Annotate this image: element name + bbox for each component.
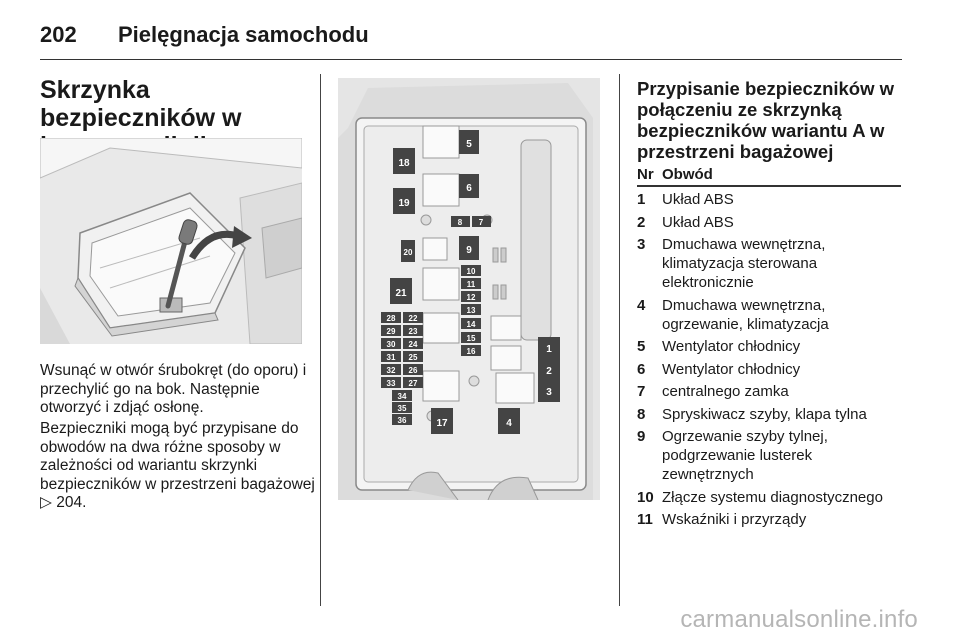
fuse-table-header-rule — [637, 185, 901, 187]
info-paragraph — [40, 420, 315, 513]
fuse-number: 7 — [637, 383, 646, 400]
svg-text:19: 19 — [398, 198, 410, 209]
fuse-circuit: centralnego zamka — [662, 383, 789, 400]
fuse-5 — [459, 130, 479, 154]
fuse-circuit: Dmuchawa wewnętrzna, ogrzewanie, klimatyzacja — [662, 296, 829, 333]
section-heading-engine-fusebox: Skrzynka bezpieczników w — [40, 76, 242, 132]
table-row — [637, 427, 905, 484]
fuse-4 — [498, 408, 520, 434]
table-row — [637, 360, 905, 379]
svg-text:21: 21 — [395, 288, 407, 299]
fuse-circuit: Spryskiwacz szyby, klapa tylna — [662, 405, 867, 423]
fuse-circuit: Wentylator chłodnicy — [662, 360, 801, 378]
column-divider-left — [320, 74, 321, 606]
svg-text:6: 6 — [466, 183, 472, 194]
svg-text:27: 27 — [408, 379, 418, 388]
fuse-17 — [431, 408, 453, 434]
fuse-number: 3 — [637, 236, 646, 253]
fuse-21 — [390, 278, 412, 304]
svg-text:28: 28 — [386, 314, 396, 323]
svg-text:1: 1 — [546, 344, 552, 355]
fuse-31 — [381, 351, 401, 362]
header-rule — [40, 59, 902, 60]
fuse-29 — [381, 325, 401, 336]
table-row — [637, 488, 905, 507]
fuse-33 — [381, 377, 401, 388]
svg-text:31: 31 — [386, 353, 396, 362]
fuse-circuit: Złącze systemu diagnostycznego — [662, 488, 883, 506]
table-row — [637, 213, 905, 232]
fuse-30 — [381, 338, 401, 349]
fuse-34 — [392, 390, 412, 401]
instruction-paragraph: Wsunąć w otwór śrubokręt (do oporu) i przechylić go na bok. Następnie otworzyć i zdjąć osłonę. — [40, 362, 307, 416]
fuse-11 — [461, 278, 481, 289]
fuse-13 — [461, 304, 481, 315]
fuse-16 — [461, 345, 481, 356]
fuse-8 — [451, 216, 470, 227]
fuse-22 — [403, 312, 423, 323]
fuse-1 — [538, 337, 560, 359]
svg-text:34: 34 — [397, 392, 407, 401]
fuse-36 — [392, 414, 412, 425]
fuse-23 — [403, 325, 423, 336]
svg-text:15: 15 — [466, 334, 476, 343]
fuse-3 — [538, 380, 560, 402]
svg-text:32: 32 — [386, 366, 396, 375]
fuse-number: 2 — [637, 213, 646, 231]
page-header — [40, 10, 902, 60]
svg-text:20: 20 — [403, 248, 413, 257]
table-row — [637, 235, 905, 292]
fuse-number: 1 — [637, 191, 646, 208]
fuse-circuit: Dmuchawa wewnętrzna, klimatyzacja sterowana elektronicznie — [662, 236, 826, 291]
fuse-26 — [403, 364, 423, 375]
page-ref-icon: ▷ — [40, 494, 52, 511]
svg-text:9: 9 — [466, 245, 472, 256]
fuse-27 — [403, 377, 423, 388]
svg-text:23: 23 — [408, 327, 418, 336]
fusebox-cover-drawing — [40, 138, 302, 344]
svg-text:5: 5 — [466, 139, 472, 150]
fuse-19 — [393, 188, 415, 214]
fuse-18 — [393, 148, 415, 174]
svg-text:8: 8 — [457, 218, 463, 227]
fuse-35 — [392, 402, 412, 413]
section-title: Pielęgnacja samochodu — [118, 22, 369, 47]
fuse-number: 6 — [637, 360, 646, 378]
svg-text:26: 26 — [408, 366, 418, 375]
fuse-table-header — [637, 166, 901, 186]
fuse-14 — [461, 318, 481, 329]
fuse-number: 5 — [637, 338, 646, 355]
fusebox-cover-illustration — [40, 138, 302, 344]
fuse-24 — [403, 338, 423, 349]
fusebox-layout-drawing — [338, 78, 600, 500]
svg-text:24: 24 — [408, 340, 418, 349]
svg-text:11: 11 — [466, 280, 476, 289]
column-header-nr: Nr — [637, 166, 654, 183]
svg-text:17: 17 — [436, 418, 448, 429]
svg-text:29: 29 — [386, 327, 396, 336]
svg-text:18: 18 — [398, 158, 410, 169]
fuse-25 — [403, 351, 423, 362]
svg-text:25: 25 — [408, 353, 418, 362]
page-number: 202 — [40, 22, 77, 47]
fuse-32 — [381, 364, 401, 375]
fuse-number: 10 — [637, 488, 654, 506]
column-divider-right — [619, 74, 620, 606]
svg-text:10: 10 — [466, 267, 476, 276]
column-header-circuit: Obwód — [662, 166, 713, 183]
page-ref-number: 204. — [51, 494, 87, 511]
fuse-circuit: Układ ABS — [662, 191, 734, 208]
section-heading-fuse-assignment: Przypisanie bezpieczników w połączeniu ze skrzynką bezpieczników wariantu A w przestrzeni bagażowej — [637, 78, 895, 162]
fuse-20 — [401, 240, 415, 262]
table-row — [637, 190, 905, 209]
fuse-9 — [459, 236, 479, 260]
fuse-circuit: Wentylator chłodnicy — [662, 338, 801, 355]
fuse-6 — [459, 174, 479, 198]
fuse-table-body — [637, 190, 905, 533]
svg-text:13: 13 — [466, 306, 476, 315]
svg-text:7: 7 — [478, 218, 484, 227]
svg-text:33: 33 — [386, 379, 396, 388]
fuse-number: 4 — [637, 296, 646, 314]
fuse-number: 8 — [637, 405, 646, 423]
svg-text:35: 35 — [397, 404, 407, 413]
fuse-2 — [538, 359, 560, 381]
svg-text:14: 14 — [466, 320, 476, 329]
svg-text:22: 22 — [408, 314, 418, 323]
fuse-15 — [461, 332, 481, 343]
table-row — [637, 510, 905, 529]
fuse-circuit: Wskaźniki i przyrządy — [662, 511, 807, 528]
table-row — [637, 382, 905, 401]
svg-text:36: 36 — [397, 416, 407, 425]
table-row — [637, 296, 905, 334]
svg-text:2: 2 — [546, 366, 552, 377]
info-paragraph-text: Bezpieczniki mogą być przypisane do obwodów na dwa różne sposoby w zależności od wariantu skrzynki bezpieczników w przestrzeni bagażowej — [40, 420, 315, 493]
fuse-7 — [472, 216, 491, 227]
fuse-number: 9 — [637, 428, 646, 445]
svg-text:4: 4 — [506, 418, 512, 429]
watermark: carmanualsonline.info — [680, 606, 918, 633]
svg-text:30: 30 — [386, 340, 396, 349]
svg-text:3: 3 — [546, 387, 552, 398]
svg-text:16: 16 — [466, 347, 476, 356]
table-row — [637, 337, 905, 356]
table-row — [637, 405, 905, 424]
fuse-number: 11 — [637, 511, 653, 528]
fuse-circuit: Układ ABS — [662, 213, 734, 231]
fusebox-diagram — [338, 78, 600, 500]
fuse-28 — [381, 312, 401, 323]
fuse-10 — [461, 265, 481, 276]
fuse-12 — [461, 291, 481, 302]
svg-text:12: 12 — [466, 293, 476, 302]
fuse-circuit: Ogrzewanie szyby tylnej, podgrzewanie lusterek zewnętrznych — [662, 428, 828, 483]
